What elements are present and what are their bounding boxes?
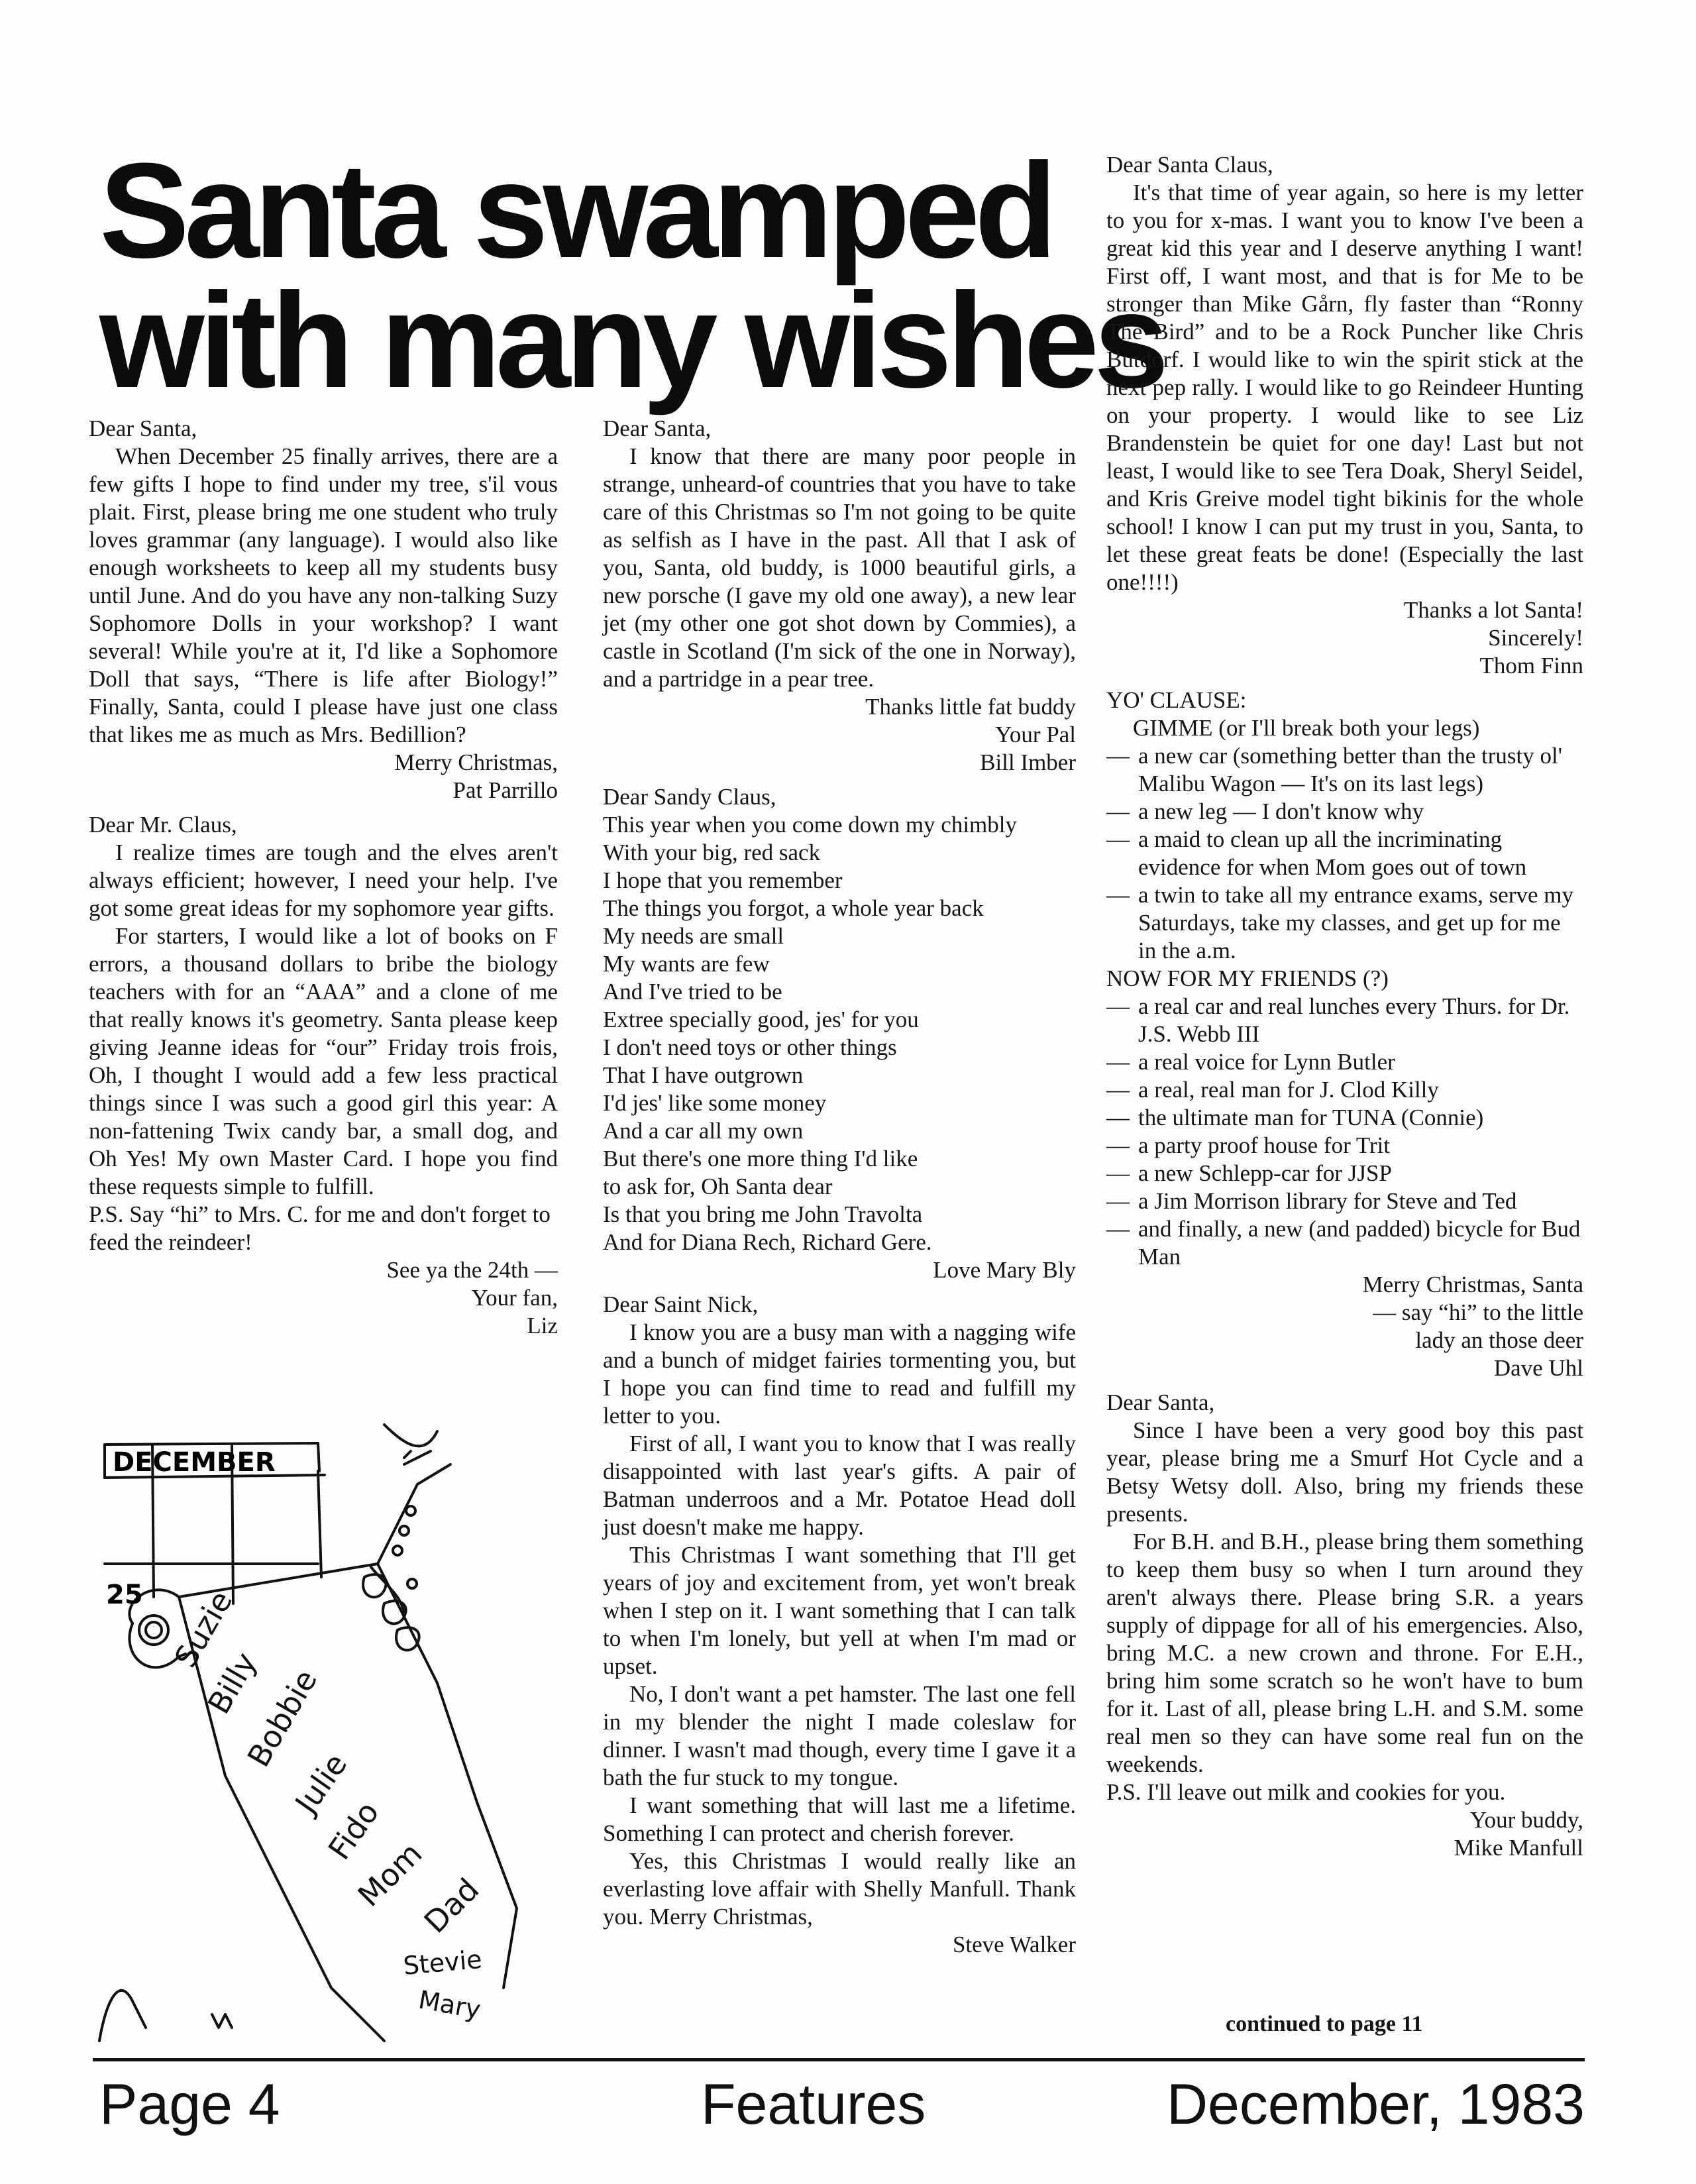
letter-paragraph: No, I don't want a pet hamster. The last one fell in my blender the night I made coleslaw for dinner. I wasn't mad though, every time I gave it a bath the fur stuck to my tongue. <box>603 1681 1076 1790</box>
footer-section: Features <box>701 2073 926 2136</box>
poem-line: I'd jes' like some money <box>603 1090 827 1116</box>
dash-bullet: — <box>1106 993 1130 1019</box>
letter-paragraph: For starters, I would like a lot of books on F errors, a thousand dollars to bribe the biology teachers with for an “AAA” and a clone of me that really knows it's geometry. Santa please keep giving Jeanne ideas for “our” Friday trois frois, Oh, I thought I would add a few less practical things since I was such a good girl this year: A non-fattening Twix candy bar, a small dog, and Oh Yes! My own Master Card. I hope you find these requests simple to fulfill. <box>89 923 558 1199</box>
letter-salutation: Dear Santa, <box>603 415 712 441</box>
calendar-month-label: DECEMBER <box>113 1447 276 1478</box>
letter-closing: Sincerely! <box>1488 625 1583 651</box>
poem-line: And a car all my own <box>603 1118 804 1144</box>
letter-salutation: Dear Sandy Claus, <box>603 784 776 810</box>
friend-item <box>1106 993 1583 1048</box>
letter-intro: GIMME (or I'll break both your legs) <box>1133 715 1480 741</box>
poem-line: With your big, red sack <box>603 840 821 865</box>
letter-closing: Your Pal <box>995 722 1076 747</box>
continued-note: continued to page 11 <box>1226 2012 1423 2036</box>
poem-line: to ask for, Oh Santa dear <box>603 1174 833 1199</box>
letter-mike-manfull <box>1106 1389 1583 1862</box>
letter-paragraph: When December 25 finally arrives, there are a few gifts I hope to find under my tree, s'il vous plait. First, please bring me one student who truly loves grammar (any language). I would also like enough worksheets to keep all my students busy until June. And do you have any non-talking Suzy Sophomore Dolls in your workshop? I want several! While you're at it, I'd like a Sophomore Doll that says, “There is life after Biology!” Finally, Santa, could I please have just one class that likes me as much as Mrs. Bedillion? <box>89 443 558 747</box>
list-name: Mom <box>350 1835 429 1914</box>
letter-closing: Your fan, <box>471 1285 558 1311</box>
letter-salutation: YO' CLAUSE: <box>1106 687 1247 713</box>
friend-item <box>1106 1076 1583 1104</box>
letter-closing: Thanks a lot Santa! <box>1403 597 1583 623</box>
column-1 <box>89 415 558 1346</box>
letter-signature: Thom Finn <box>1479 653 1583 679</box>
dash-bullet: — <box>1106 1188 1130 1214</box>
list-name: Stevie <box>401 1944 484 1981</box>
poem-line: Extree specially good, jes' for you <box>603 1007 919 1032</box>
dash-bullet: — <box>1106 1132 1130 1158</box>
letter-signature: Steve Walker <box>952 1932 1076 1957</box>
letter-closing: Merry Christmas, Santa <box>1362 1272 1583 1297</box>
letter-postscript: P.S. I'll leave out milk and cookies for you. <box>1106 1779 1506 1805</box>
letter-salutation: Dear Mr. Claus, <box>89 812 237 838</box>
dash-bullet: — <box>1106 1160 1130 1186</box>
friends-heading: NOW FOR MY FRIENDS (?) <box>1106 965 1389 991</box>
wish-list-item-text: a twin to take all my entrance exams, serve my Saturdays, take my classes, and get up for me in the a.m. <box>1138 882 1573 963</box>
friend-item-text: the ultimate man for TUNA (Connie) <box>1138 1105 1484 1130</box>
column-3 <box>1106 151 1583 1869</box>
dash-bullet: — <box>1106 1049 1130 1075</box>
letter-closing: Merry Christmas, <box>394 749 558 775</box>
friend-item-text: a real, real man for J. Clod Killy <box>1138 1077 1439 1103</box>
letter-salutation: Dear Santa Claus, <box>1106 152 1273 178</box>
poem-line: And for Diana Rech, Richard Gere. <box>603 1229 932 1255</box>
list-name: Julie <box>288 1747 354 1820</box>
christmas-list-drawing <box>93 1405 556 2054</box>
letter-paragraph: Since I have been a very good boy this past year, please bring me a Smurf Hot Cycle and a Betsy Wetsy doll. Also, bring my friends these presents. <box>1106 1417 1583 1527</box>
poem-line: I hope that you remember <box>603 867 843 893</box>
dash-bullet: — <box>1106 826 1130 852</box>
wish-list-item <box>1106 826 1583 881</box>
column-2 <box>603 415 1076 1965</box>
wish-list-item <box>1106 798 1583 826</box>
letter-paragraph: I know you are a busy man with a nagging wife and a bunch of midget fairies tormenting you, but I hope you can find time to read and fulfill my letter to you. <box>603 1319 1076 1429</box>
friend-item-text: a real voice for Lynn Butler <box>1138 1049 1395 1075</box>
letter-mary-bly <box>603 783 1076 1284</box>
letter-signature: Mike Manfull <box>1454 1835 1583 1861</box>
letter-closing: — say “hi” to the little <box>1373 1299 1583 1325</box>
friend-item <box>1106 1132 1583 1160</box>
dash-bullet: — <box>1106 1077 1130 1103</box>
list-name: Dad <box>417 1871 486 1940</box>
friend-item <box>1106 1048 1583 1076</box>
dash-bullet: — <box>1106 798 1130 824</box>
list-name: Suzie <box>167 1584 240 1674</box>
friend-item <box>1106 1104 1583 1132</box>
list-name: Billy <box>200 1646 264 1720</box>
letter-closing: See ya the 24th — <box>386 1257 558 1283</box>
poem-line: And I've tried to be <box>603 979 782 1005</box>
poem-line: But there's one more thing I'd like <box>603 1146 918 1172</box>
footer-date: December, 1983 <box>1166 2073 1585 2136</box>
letter-postscript: P.S. Say “hi” to Mrs. C. for me and don't forget to feed the reindeer! <box>89 1201 551 1255</box>
friend-item-text: a Jim Morrison library for Steve and Ted <box>1138 1188 1517 1214</box>
letter-signature: Love Mary Bly <box>933 1257 1076 1283</box>
headline-line-1: Santa swamped <box>99 135 1052 286</box>
letter-signature: Liz <box>527 1313 558 1338</box>
wish-list-item-text: a new car (something better than the trusty ol' Malibu Wagon — It's on its last legs) <box>1138 743 1562 796</box>
list-name: Mary <box>416 1985 483 2025</box>
letter-salutation: Dear Santa, <box>89 415 197 441</box>
wish-list-item <box>1106 742 1583 798</box>
list-name: Bobbie <box>240 1663 325 1773</box>
poem-line: This year when you come down my chimbly <box>603 812 1018 838</box>
friend-item-text: and finally, a new (and padded) bicycle for Bud Man <box>1138 1216 1581 1270</box>
dash-bullet: — <box>1106 882 1130 908</box>
letter-paragraph: First of all, I want you to know that I was really disappointed with last year's gifts. A pair of Batman underroos and a Mr. Potatoe Head doll just doesn't make me happy. <box>603 1431 1076 1540</box>
poem-line: That I have outgrown <box>603 1062 804 1088</box>
letter-signature: Bill Imber <box>980 749 1076 775</box>
footer-page-number: Page 4 <box>99 2073 280 2136</box>
letter-paragraph: I realize times are tough and the elves aren't always efficient; however, I need your help. I've got some great ideas for my sophomore year gifts. <box>89 840 558 921</box>
headline <box>99 135 1164 416</box>
poem-line: My wants are few <box>603 951 770 977</box>
letter-paragraph: I want something that will last me a lifetime. Something I can protect and cherish forever. <box>603 1792 1076 1846</box>
letter-salutation: Dear Santa, <box>1106 1390 1215 1415</box>
footer-rule <box>93 2058 1585 2061</box>
poem-line: My needs are small <box>603 923 784 949</box>
wish-list-item-text: a new leg — I don't know why <box>1138 798 1424 824</box>
dash-bullet: — <box>1106 1105 1130 1130</box>
list-name: Fido <box>321 1794 386 1867</box>
friend-item-text: a party proof house for Trit <box>1138 1132 1391 1158</box>
letter-pat-parrillo <box>89 415 558 804</box>
letter-paragraph: It's that time of year again, so here is my letter to you for x-mas. I want you to know I've been a great kid this year and I deserve anything I want! First off, I want most, and that is for Me to be stronger than Mike Gårn, fly faster than “Ronny The Bird” and to be a Rock Puncher like Chris Butdorf. I would like to win the spirit stick at the next pep rally. I would like to go Reindeer Hunting on your property. I would like to see Liz Brandenstein be quiet for one day! Last but not least, I would like to see Tera Doak, Sheryl Seidel, and Kris Greive model tight bikinis for the whole school! I know I can put my trust in you, Santa, to let these great feats be done! (Especially the last one!!!!) <box>1106 180 1583 595</box>
friend-item-text: a real car and real lunches every Thurs. for Dr. J.S. Webb III <box>1138 993 1570 1047</box>
letter-closing: lady an those deer <box>1415 1327 1583 1353</box>
friend-item-text: a new Schlepp-car for JJSP <box>1138 1160 1392 1186</box>
letter-closing: Thanks little fat buddy <box>865 694 1076 720</box>
wish-list-item-text: a maid to clean up all the incriminating evidence for when Mom goes out of town <box>1138 826 1527 880</box>
friend-item <box>1106 1215 1583 1271</box>
dash-bullet: — <box>1106 743 1130 769</box>
letter-salutation: Dear Saint Nick, <box>603 1291 759 1317</box>
letter-bill-imber <box>603 415 1076 777</box>
friend-item <box>1106 1187 1583 1215</box>
letter-closing: Your buddy, <box>1469 1807 1583 1833</box>
letter-dave-uhl <box>1106 686 1583 1382</box>
poem-line: Is that you bring me John Travolta <box>603 1201 923 1227</box>
poem-line: The things you forgot, a whole year back <box>603 895 984 921</box>
letter-paragraph: For B.H. and B.H., please bring them something to keep them busy so when I turn around they aren't always there. Please bring S.R. a years supply of dippage for all of his emergencies. Also, bring M.C. a new crown and throne. For E.H., bring him some scratch so he won't have to bum for it. Last of all, please bring L.H. and S.M. some real men so they can have some real fun on the weekends. <box>1106 1529 1583 1777</box>
calendar-date: 25 <box>106 1580 143 1610</box>
letter-paragraph: Yes, this Christmas I would really like an everlasting love affair with Shelly Manfull. Thank you. Merry Christmas, <box>603 1848 1076 1930</box>
letter-liz <box>89 811 558 1340</box>
friend-item <box>1106 1160 1583 1187</box>
poem-line: I don't need toys or other things <box>603 1034 897 1060</box>
wish-list-item <box>1106 881 1583 965</box>
letter-thom-finn <box>1106 151 1583 680</box>
letter-paragraph: I know that there are many poor people in strange, unheard-of countries that you have to take care of this Christmas so I'm not going to be quite as selfish as I have in the past. All that I ask of you, Santa, old buddy, is 1000 beautiful girls, a new porsche (I gave my old one away), a new lear jet (my other one got shot down by Commies), a castle in Scotland (I'm sick of the one in Norway), and a partridge in a pear tree. <box>603 443 1076 692</box>
letter-signature: Pat Parrillo <box>452 777 558 803</box>
letter-paragraph: This Christmas I want something that I'll get years of joy and excitement from, yet won't break when I step on it. I want something that I can talk to when I'm lonely, but yell at when I'm mad or upset. <box>603 1542 1076 1679</box>
letter-steve-walker <box>603 1291 1076 1959</box>
headline-line-2: with many wishes <box>99 265 1164 416</box>
dash-bullet: — <box>1106 1216 1130 1242</box>
letter-signature: Dave Uhl <box>1493 1355 1583 1381</box>
